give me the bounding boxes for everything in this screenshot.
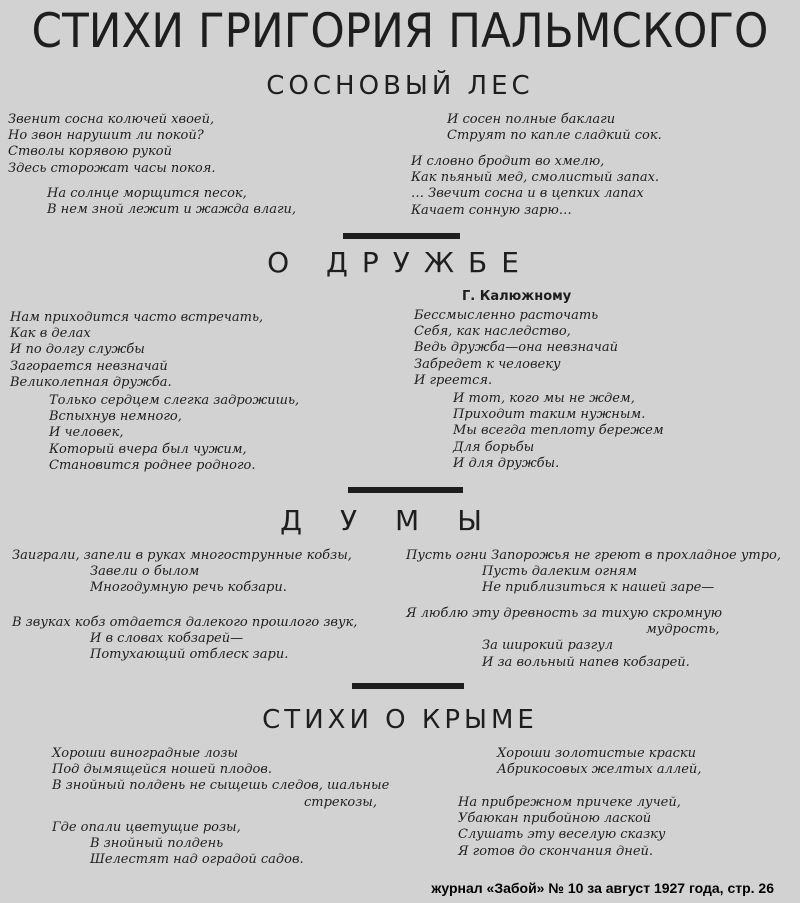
verse-line: Становится роднее родного. xyxy=(49,457,256,473)
verse-line: Завели о былом xyxy=(90,564,200,580)
verse-line: Заиграли, запели в руках многострунные кобзы, xyxy=(12,548,352,563)
stanza xyxy=(411,154,659,219)
verse-line: В звуках кобз отдается далекого прошлого звук, xyxy=(12,615,358,630)
verse-line: И для дружбы. xyxy=(453,455,560,471)
verse-line: Абрикосовых желтых аллей, xyxy=(497,762,702,778)
poem-title-pine-forest: СОСНОВЫЙ ЛЕС xyxy=(266,71,534,101)
verse-line: И греется. xyxy=(414,372,493,388)
verse-line: … Звечит сосна и в цепких лапах xyxy=(411,186,644,202)
verse-line: Который вчера был чужим, xyxy=(49,441,247,457)
verse-line: В нем зной лежит и жажда влаги, xyxy=(47,202,297,218)
stanza xyxy=(49,393,299,474)
verse-line: Шелестят над оградой садов. xyxy=(90,852,304,868)
verse-line: Великолепная дружба. xyxy=(10,374,172,390)
verse-line: Пусть огни Запорожья не греют в прохладное утро, xyxy=(406,548,782,563)
verse-line: И по долгу службы xyxy=(10,342,145,358)
stanza xyxy=(52,746,389,811)
verse-line: И сосен полные баклаги xyxy=(447,112,616,127)
verse-line: Вспыхнув немного, xyxy=(49,409,182,425)
verse-line: Бессмысленно расточать xyxy=(414,308,599,323)
verse-line: И тот, кого мы не ждем, xyxy=(453,391,635,406)
verse-line: Но звон нарушит ли покой? xyxy=(8,128,204,144)
stanza xyxy=(458,795,681,860)
verse-line: Как пьяный мед, смолистый запах. xyxy=(411,170,660,186)
verse-line: Стволы корявою рукой xyxy=(8,144,172,160)
verse-line: Ведь дружба—она невзначай xyxy=(414,340,618,356)
stanza xyxy=(414,308,618,389)
verse-line: Струят по капле сладкий сок. xyxy=(447,128,662,144)
stanza xyxy=(447,112,662,144)
verse-line: За широкий разгул xyxy=(482,638,614,654)
verse-line: Мы всегда теплоту бережем xyxy=(453,423,664,439)
verse-line: Я люблю эту древность за тихую скромную xyxy=(406,606,723,621)
verse-line: И в словах кобзарей— xyxy=(90,631,244,647)
divider xyxy=(343,233,460,239)
verse-line: И за вольный напев кобзарей. xyxy=(482,654,690,670)
verse-line: Пусть далеким огням xyxy=(482,564,638,580)
verse-line: Многодумную речь кобзари. xyxy=(90,580,287,596)
verse-line: мудрость, xyxy=(646,622,720,638)
verse-line: В знойный полдень не сыщешь следов, шальные xyxy=(52,778,390,794)
verse-line: Я готов до скончания дней. xyxy=(458,843,654,859)
verse-line: Здесь сторожат часы покоя. xyxy=(8,160,216,176)
verse-line: Себя, как наследство, xyxy=(414,324,571,340)
verse-line: стрекозы, xyxy=(304,794,378,810)
page-title: СТИХИ ГРИГОРИЯ ПАЛЬМСКОГО xyxy=(31,4,769,59)
stanza xyxy=(8,112,215,177)
stanza xyxy=(10,310,263,391)
poem-title-thoughts: ДУМЫ xyxy=(280,504,520,537)
verse-line: На солнце морщится песок, xyxy=(47,186,247,201)
verse-line: Под дымящейся ношей плодов. xyxy=(52,762,272,778)
verse-line: Убаюкан прибойною лаской xyxy=(458,811,652,827)
verse-line: Хороши золотистые краски xyxy=(497,746,697,761)
verse-line: Не приблизиться к нашей заре— xyxy=(482,580,715,596)
verse-line: Потухающий отблеск зари. xyxy=(90,647,289,663)
verse-line: В знойный полдень xyxy=(90,836,224,852)
stanza xyxy=(47,186,296,218)
stanza xyxy=(406,606,722,671)
verse-line: Забредет к человеку xyxy=(414,356,561,372)
stanza xyxy=(453,391,664,472)
verse-line: Звенит сосна колючей хвоей, xyxy=(8,112,215,127)
verse-line: Хороши виноградные лозы xyxy=(52,746,239,761)
verse-line: Где опали цветущие розы, xyxy=(52,820,241,835)
verse-line: Слушать эту веселую сказку xyxy=(458,827,666,843)
stanza xyxy=(12,548,352,597)
stanza xyxy=(497,746,701,778)
dedication: Г. Калюжному xyxy=(462,289,572,304)
poem-title-friendship: О ДРУЖБЕ xyxy=(267,246,533,279)
verse-line: Качает сонную зарю… xyxy=(411,202,572,218)
verse-line: Только сердцем слегка задрожишь, xyxy=(49,393,300,408)
verse-line: Для борьбы xyxy=(453,439,535,455)
verse-line: На прибрежном причеке лучей, xyxy=(458,795,681,810)
verse-line: Как в делах xyxy=(10,326,91,342)
stanza xyxy=(406,548,781,597)
verse-line: И человек, xyxy=(49,425,124,441)
verse-line: Нам приходится часто встречать, xyxy=(10,310,264,325)
verse-line: Приходит таким нужным. xyxy=(453,407,646,423)
stanza xyxy=(52,820,304,869)
verse-line: И словно бродит во хмелю, xyxy=(411,154,605,169)
source-caption: журнал «Забой» № 10 за август 1927 года, стр. 26 xyxy=(431,880,774,896)
verse-line: Загорается невзначай xyxy=(10,358,168,374)
stanza xyxy=(12,615,357,664)
divider xyxy=(352,683,464,689)
divider xyxy=(348,487,463,493)
poem-title-crimea: СТИХИ О КРЫМЕ xyxy=(262,705,538,735)
